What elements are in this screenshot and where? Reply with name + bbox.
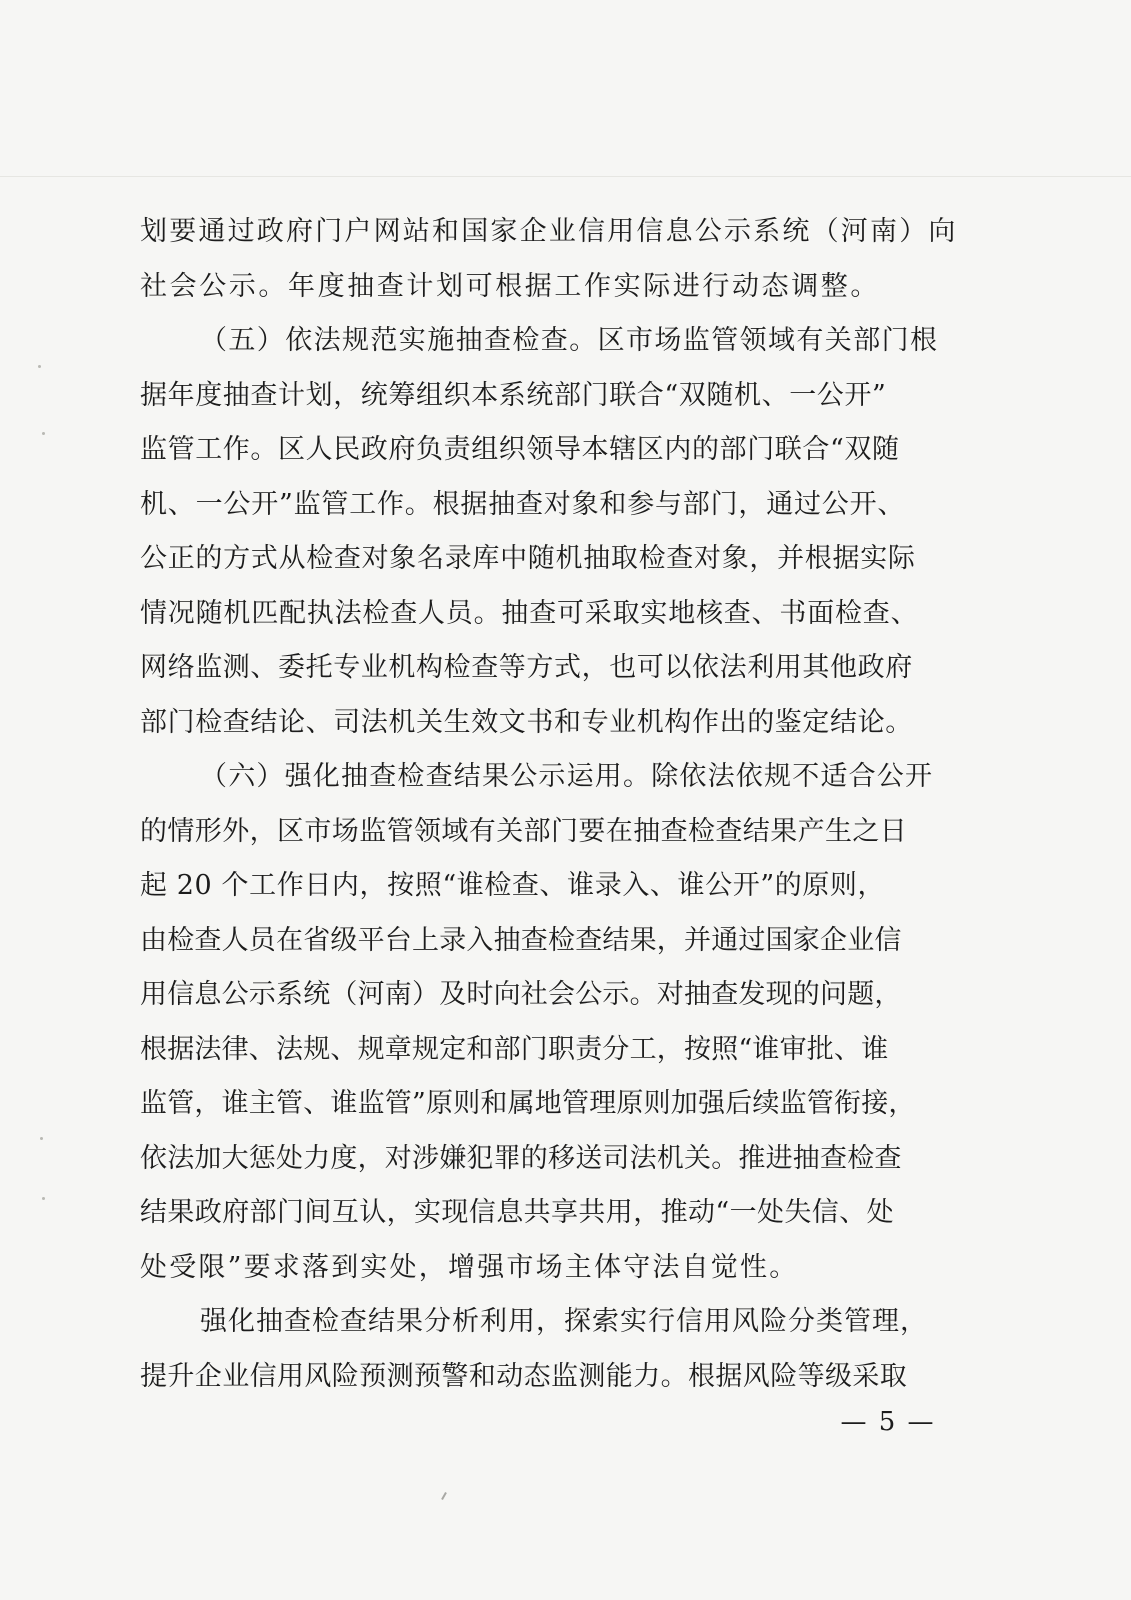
page-number: — 5 — — [840, 1407, 936, 1437]
text-line: 由检查人员在省级平台上录入抽查检查结果，并通过国家企业信 — [140, 924, 902, 956]
scan-mark — [441, 1492, 447, 1500]
text-line: 起 20 个工作日内，按照“谁检查、谁录入、谁公开”的原则， — [140, 870, 886, 901]
text-line: 据年度抽查计划，统筹组织本系统部门联合“双随机、一公开” — [140, 379, 887, 411]
section-heading-5: （五）依法规范实施抽查检查。区市场监管领域有关部门根 — [200, 325, 939, 356]
section-heading-6: （六）强化抽查检查结果公示运用。除依法依规不适合公开 — [200, 761, 934, 792]
scan-speck — [42, 1197, 45, 1200]
text-line: 监管，谁主管、谁监管”原则和属地管理原则加强后续监管衔接， — [140, 1088, 916, 1119]
text-line: 社会公示。年度抽查计划可根据工作实际进行动态调整。 — [140, 270, 880, 302]
text-line: 结果政府部门间互认，实现信息共享共用，推动“一处失信、处 — [140, 1197, 895, 1228]
scan-speck — [40, 1137, 43, 1140]
text-line: 处受限”要求落到实处，增强市场主体守法自觉性。 — [140, 1251, 799, 1283]
text-line: 机、一公开”监管工作。根据抽查对象和参与部门，通过公开、 — [140, 488, 906, 520]
text-line: 根据法律、法规、规章规定和部门职责分工，按照“谁审批、谁 — [140, 1033, 889, 1065]
text-line: 划要通过政府门户网站和国家企业信用信息公示系统（河南）向 — [140, 216, 958, 247]
scan-edge-line — [0, 176, 1131, 177]
scan-speck — [42, 432, 45, 435]
paragraph-start: 强化抽查检查结果分析利用，探索实行信用风险分类管理， — [200, 1306, 928, 1337]
text-line: 依法加大惩处力度，对涉嫌犯罪的移送司法机关。推进抽查检查 — [140, 1142, 902, 1174]
scan-speck — [38, 365, 41, 368]
text-line: 部门检查结论、司法机关生效文书和专业机构作出的鉴定结论。 — [140, 706, 913, 738]
text-line: 情况随机匹配执法检查人员。抽查可采取实地核查、书面检查、 — [140, 597, 919, 629]
text-line: 的情形外，区市场监管领域有关部门要在抽查检查结果产生之日 — [140, 815, 908, 847]
text-line: 网络监测、委托专业机构检查等方式，也可以依法利用其他政府 — [140, 652, 913, 683]
text-line: 提升企业信用风险预测预警和动态监测能力。根据风险等级采取 — [140, 1360, 908, 1392]
text-line: 监管工作。区人民政府负责组织领导本辖区内的部门联合“双随 — [140, 434, 900, 465]
text-line: 用信息公示系统（河南）及时向社会公示。对抽查发现的问题， — [140, 979, 902, 1010]
text-line: 公正的方式从检查对象名录库中随机抽取检查对象，并根据实际 — [140, 543, 916, 574]
body-text — [140, 205, 970, 1404]
